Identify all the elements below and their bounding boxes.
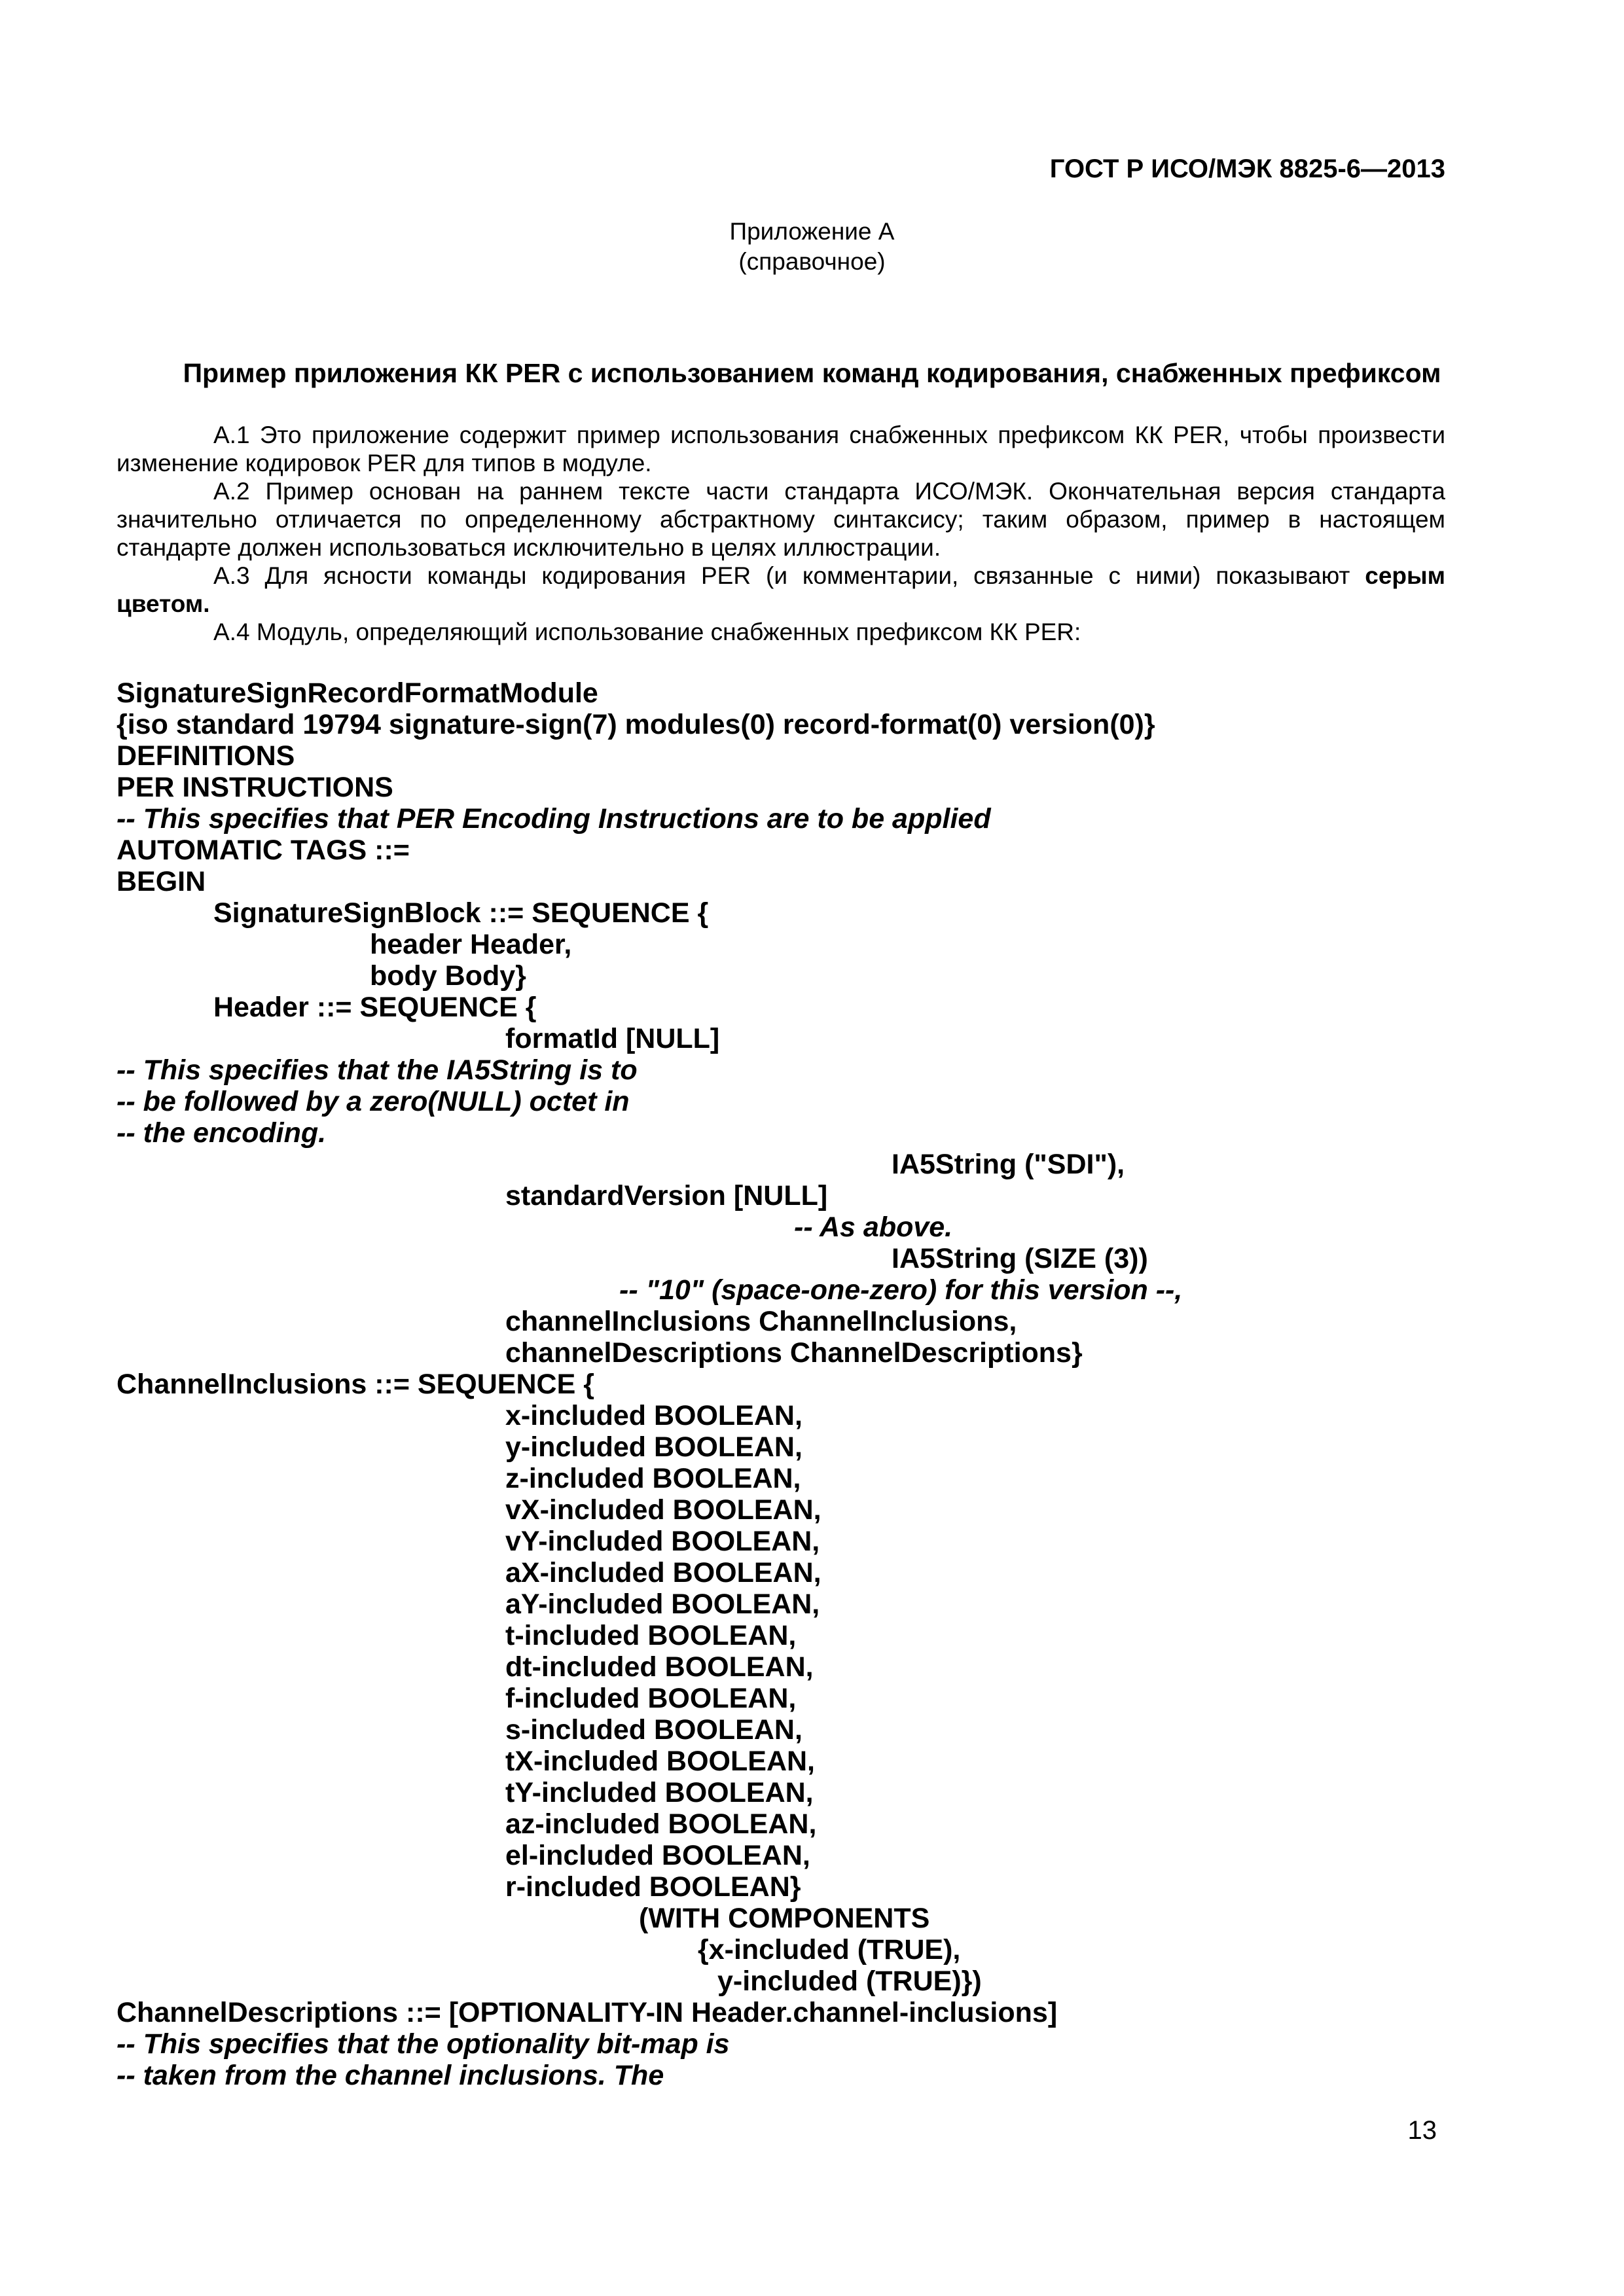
code-line: AUTOMATIC TAGS ::= — [117, 834, 410, 866]
code-line: x-included BOOLEAN, — [505, 1400, 803, 1431]
code-line: DEFINITIONS — [117, 740, 295, 772]
code-line: Header ::= SEQUENCE { — [213, 992, 537, 1023]
page-number: 13 — [1407, 2116, 1437, 2145]
code-line: vY-included BOOLEAN, — [505, 1526, 820, 1557]
code-line: f-included BOOLEAN, — [505, 1683, 797, 1714]
code-line: el-included BOOLEAN, — [505, 1840, 810, 1871]
code-line: SignatureSignRecordFormatModule — [117, 677, 598, 709]
code-comment: -- taken from the channel inclusions. The — [117, 2060, 664, 2091]
code-line: PER INSTRUCTIONS — [117, 772, 393, 803]
paragraph-a2-text: А.2 Пример основан на раннем тексте части стандарта ИСО/МЭК. Окончательная версия стандарта значительно отличается по определенному абстрактному синтаксису; таким образом, пример в настоящем стандарте должен использоваться исключительно в целях иллюстрации. — [117, 478, 1445, 561]
code-line: {iso standard 19794 signature-sign(7) modules(0) record-format(0) version(0)} — [117, 709, 1155, 740]
code-line: channelDescriptions ChannelDescriptions} — [505, 1337, 1083, 1369]
code-line: ChannelInclusions ::= SEQUENCE { — [117, 1369, 594, 1400]
code-line: dt-included BOOLEAN, — [505, 1651, 814, 1683]
code-comment: -- This specifies that the optionality bit-map is — [117, 2028, 730, 2060]
paragraph-a3-text: А.3 Для ясности команды кодирования PER (и комментарии, связанные с ними) показывают — [213, 562, 1365, 589]
code-line: standardVersion [NULL] — [505, 1180, 828, 1211]
code-line: BEGIN — [117, 866, 206, 897]
code-comment: -- This specifies that PER Encoding Instructions are to be applied — [117, 803, 991, 834]
code-line: (WITH COMPONENTS — [639, 1903, 930, 1934]
paragraph-a4-text: А.4 Модуль, определяющий использование снабженных префиксом КК PER: — [213, 619, 1081, 645]
code-line: vX-included BOOLEAN, — [505, 1494, 821, 1526]
paragraph-a1 — [117, 421, 1445, 477]
code-comment: -- be followed by a zero(NULL) octet in — [117, 1086, 630, 1117]
code-comment: -- the encoding. — [117, 1117, 327, 1149]
code-line: IA5String ("SDI"), — [892, 1149, 1125, 1180]
appendix-title: Приложение А — [729, 218, 895, 245]
code-line: IA5String (SIZE (3)) — [892, 1243, 1148, 1274]
code-line: y-included (TRUE)}) — [717, 1965, 982, 1997]
code-line: aY-included BOOLEAN, — [505, 1588, 820, 1620]
code-comment: -- As above. — [794, 1211, 953, 1243]
code-line: tY-included BOOLEAN, — [505, 1777, 814, 1808]
paragraph-a3 — [117, 562, 1445, 618]
appendix-kind: (справочное) — [738, 248, 886, 275]
code-line: r-included BOOLEAN} — [505, 1871, 801, 1903]
paragraph-a2 — [117, 477, 1445, 562]
code-line: {x-included (TRUE), — [698, 1934, 961, 1965]
code-line: formatId [NULL] — [505, 1023, 720, 1054]
code-comment: -- "10" (space-one-zero) for this version --, — [619, 1274, 1183, 1306]
code-line: channelInclusions ChannelInclusions, — [505, 1306, 1017, 1337]
code-line: t-included BOOLEAN, — [505, 1620, 797, 1651]
code-line: aX-included BOOLEAN, — [505, 1557, 821, 1588]
code-line: header Header, — [370, 929, 572, 960]
code-comment: -- This specifies that the IA5String is to — [117, 1054, 638, 1086]
code-line: z-included BOOLEAN, — [505, 1463, 801, 1494]
code-line: ChannelDescriptions ::= [OPTIONALITY-IN Header.channel-inclusions] — [117, 1997, 1058, 2028]
paragraph-a1-text: А.1 Это приложение содержит пример использования снабженных префиксом КК PER, чтобы произвести изменение кодировок PER для типов в модуле. — [117, 422, 1445, 476]
paragraph-a3-emphasis: серым цветом. — [117, 562, 1445, 617]
paragraph-a4 — [117, 618, 1445, 646]
code-line: SignatureSignBlock ::= SEQUENCE { — [213, 897, 709, 929]
code-line: body Body} — [370, 960, 526, 992]
code-line: s-included BOOLEAN, — [505, 1714, 803, 1746]
section-title: Пример приложения КК PER с использованием команд кодирования, снабженных префиксом — [183, 358, 1441, 388]
code-line: tX-included BOOLEAN, — [505, 1746, 815, 1777]
code-line: y-included BOOLEAN, — [505, 1431, 803, 1463]
code-line: az-included BOOLEAN, — [505, 1808, 817, 1840]
document-id: ГОСТ Р ИСО/МЭК 8825-6—2013 — [1049, 154, 1445, 183]
